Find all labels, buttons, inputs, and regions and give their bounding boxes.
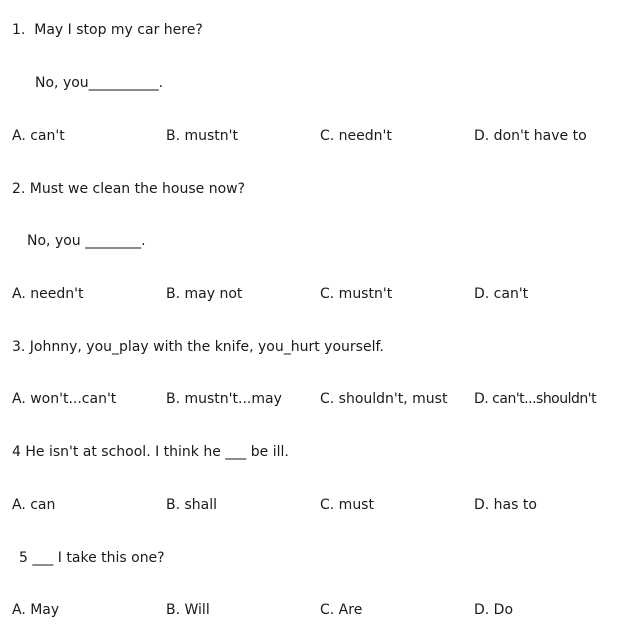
question-1-option-c[interactable]: C. needn't [320, 128, 392, 144]
question-1-stem: 1. May I stop my car here? [12, 22, 203, 38]
question-4-option-a[interactable]: A. can [12, 497, 56, 513]
question-3-option-c[interactable]: C. shouldn't, must [320, 391, 448, 407]
question-1-option-a[interactable]: A. can't [12, 128, 65, 144]
question-2-followup: No, you ________. [27, 233, 146, 249]
question-2-stem: 2. Must we clean the house now? [12, 181, 246, 197]
question-2-option-c[interactable]: C. mustn't [320, 286, 393, 302]
question-3-option-b[interactable]: B. mustn't...may [166, 391, 282, 407]
question-4-option-d[interactable]: D. has to [474, 497, 537, 513]
question-1-option-d[interactable]: D. don't have to [474, 128, 587, 144]
question-2-option-a[interactable]: A. needn't [12, 286, 84, 302]
question-1-option-b[interactable]: B. mustn't [166, 128, 239, 144]
question-1-followup: No, you__________. [35, 75, 164, 91]
question-4-stem: 4 He isn't at school. I think he ___ be ill. [12, 444, 289, 460]
question-4-option-c[interactable]: C. must [320, 497, 374, 513]
question-2-option-d[interactable]: D. can't [474, 286, 529, 302]
question-5-option-d[interactable]: D. Do [474, 602, 514, 618]
question-3-option-a[interactable]: A. won't...can't [12, 391, 117, 407]
question-3-stem: 3. Johnny, you_play with the knife, you_hurt yourself. [12, 339, 384, 355]
question-5-stem: 5 ___ I take this one? [19, 550, 165, 566]
question-3-option-d[interactable]: D. can't...shouldn't [474, 391, 597, 407]
question-4-option-b[interactable]: B. shall [166, 497, 218, 513]
question-5-option-c[interactable]: C. Are [320, 602, 363, 618]
question-5-option-a[interactable]: A. May [12, 602, 60, 618]
question-5-option-b[interactable]: B. Will [166, 602, 210, 618]
question-2-option-b[interactable]: B. may not [166, 286, 243, 302]
